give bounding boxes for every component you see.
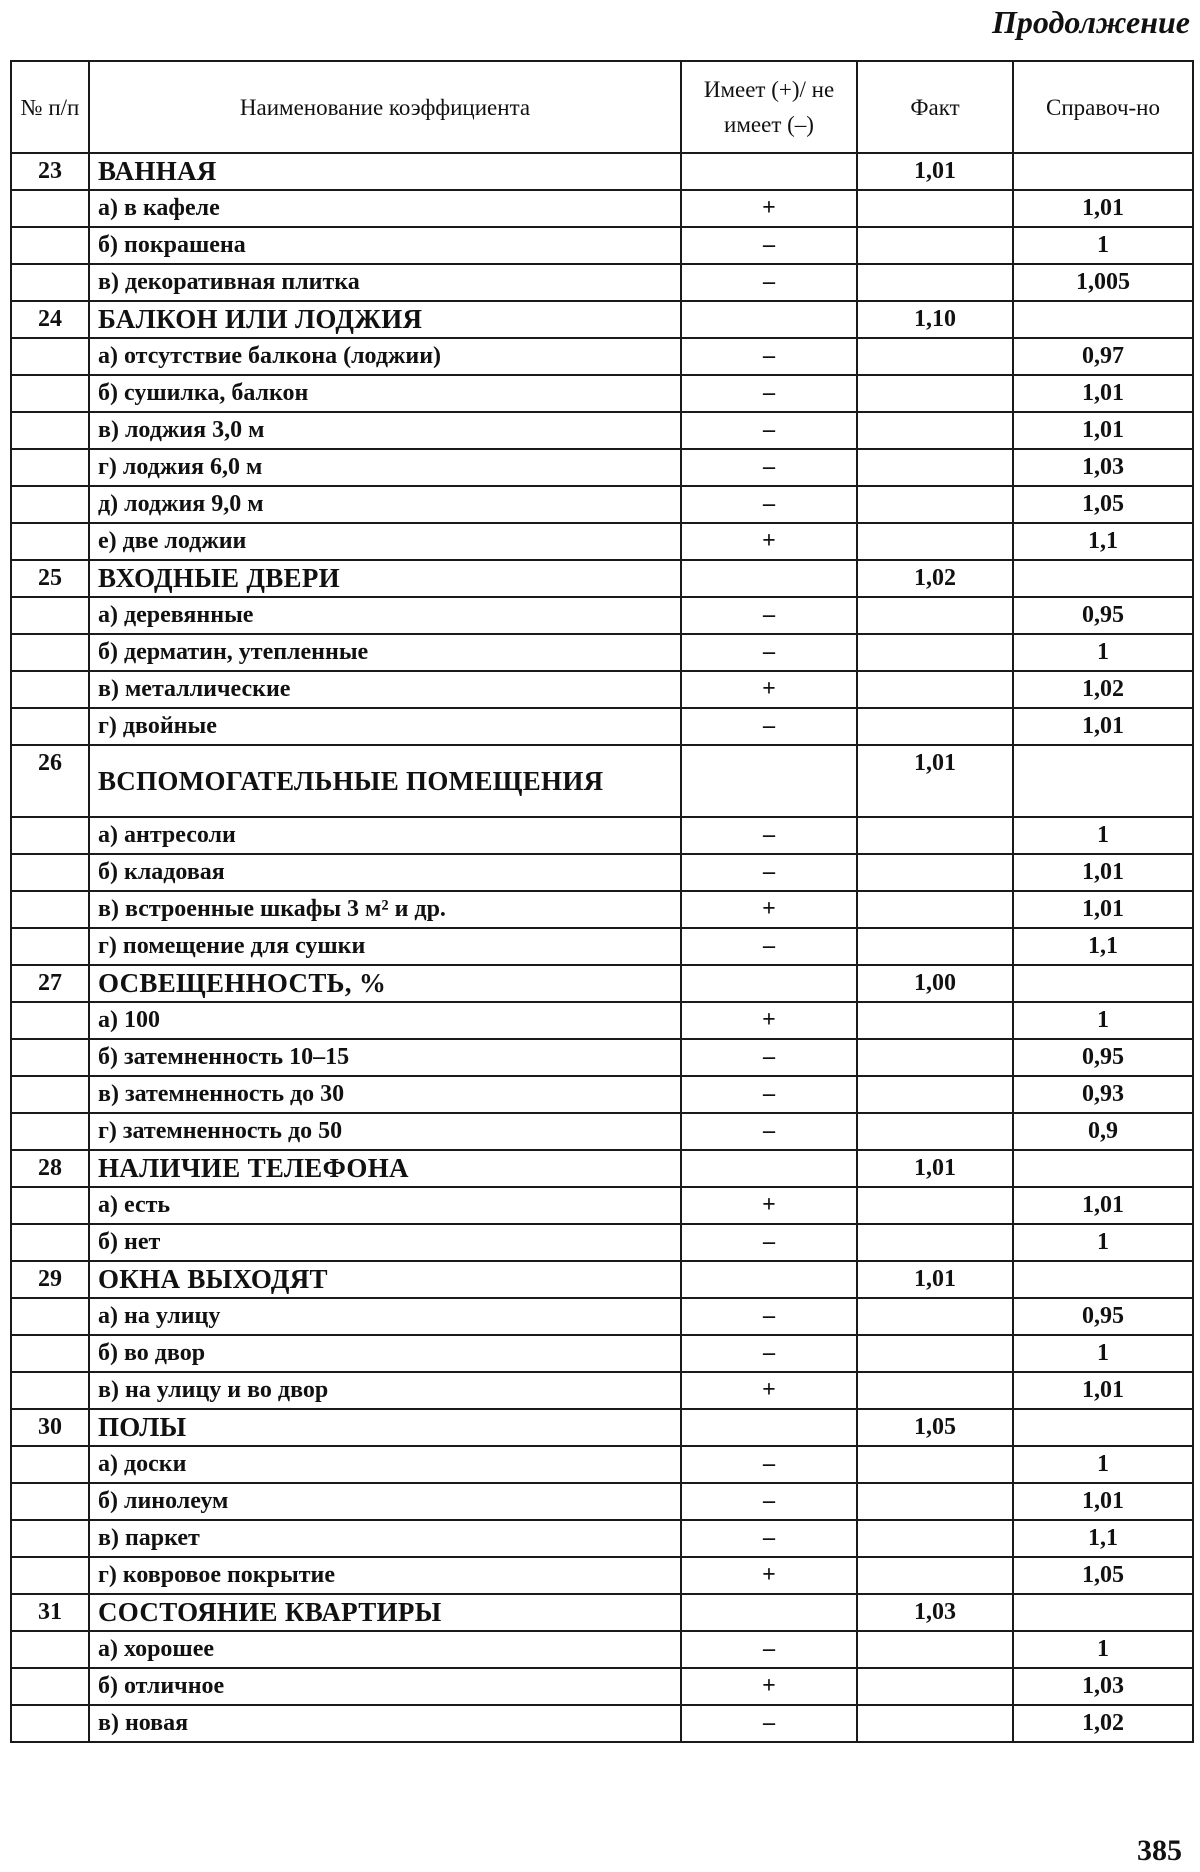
section-ref-cell <box>1013 301 1193 338</box>
table-header-row <box>11 61 1193 153</box>
item-name: а) на улицу <box>89 1298 681 1335</box>
item-name: б) нет <box>89 1224 681 1261</box>
col-header-ref: Справоч-но <box>1013 61 1193 153</box>
item-name: г) двойные <box>89 708 681 745</box>
section-has-cell <box>681 965 857 1002</box>
section-title: ОСВЕЩЕННОСТЬ, % <box>89 965 681 1002</box>
item-number-cell <box>11 190 89 227</box>
section-fact-value: 1,01 <box>857 1261 1013 1298</box>
item-row <box>11 1039 1193 1076</box>
item-has-mark: – <box>681 1483 857 1520</box>
item-fact-cell <box>857 597 1013 634</box>
item-name: а) доски <box>89 1446 681 1483</box>
section-row <box>11 745 1193 817</box>
item-ref-value: 1,1 <box>1013 928 1193 965</box>
item-ref-value: 1,01 <box>1013 891 1193 928</box>
item-fact-cell <box>857 891 1013 928</box>
item-fact-cell <box>857 708 1013 745</box>
item-name: д) лоджия 9,0 м <box>89 486 681 523</box>
item-row <box>11 1483 1193 1520</box>
item-number-cell <box>11 1557 89 1594</box>
section-has-cell <box>681 1409 857 1446</box>
coefficient-table <box>10 60 1194 1743</box>
item-row <box>11 817 1193 854</box>
item-ref-value: 1,1 <box>1013 1520 1193 1557</box>
item-fact-cell <box>857 1631 1013 1668</box>
item-name: в) новая <box>89 1705 681 1742</box>
section-title: БАЛКОН ИЛИ ЛОДЖИЯ <box>89 301 681 338</box>
item-ref-value: 1 <box>1013 1446 1193 1483</box>
item-ref-value: 0,95 <box>1013 1039 1193 1076</box>
item-name: б) отличное <box>89 1668 681 1705</box>
item-number-cell <box>11 1187 89 1224</box>
item-has-mark: – <box>681 1705 857 1742</box>
item-ref-value: 1,02 <box>1013 1705 1193 1742</box>
section-ref-cell <box>1013 560 1193 597</box>
item-number-cell <box>11 1002 89 1039</box>
item-has-mark: – <box>681 817 857 854</box>
item-row <box>11 412 1193 449</box>
col-header-fakt: Факт <box>857 61 1013 153</box>
item-name: г) ковровое покрытие <box>89 1557 681 1594</box>
section-ref-cell <box>1013 745 1193 817</box>
item-has-mark: – <box>681 338 857 375</box>
item-fact-cell <box>857 1557 1013 1594</box>
item-fact-cell <box>857 1483 1013 1520</box>
item-row <box>11 190 1193 227</box>
section-row <box>11 153 1193 190</box>
item-ref-value: 1 <box>1013 817 1193 854</box>
item-row <box>11 338 1193 375</box>
section-number: 24 <box>11 301 89 338</box>
item-name: б) покрашена <box>89 227 681 264</box>
item-ref-value: 1,01 <box>1013 375 1193 412</box>
section-title: СОСТОЯНИЕ КВАРТИРЫ <box>89 1594 681 1631</box>
item-row <box>11 597 1193 634</box>
item-number-cell <box>11 1483 89 1520</box>
item-fact-cell <box>857 1224 1013 1261</box>
item-fact-cell <box>857 1039 1013 1076</box>
item-ref-value: 1 <box>1013 1224 1193 1261</box>
item-row <box>11 227 1193 264</box>
item-ref-value: 1,01 <box>1013 708 1193 745</box>
item-has-mark: – <box>681 264 857 301</box>
item-has-mark: – <box>681 412 857 449</box>
item-has-mark: – <box>681 227 857 264</box>
item-ref-value: 1 <box>1013 1631 1193 1668</box>
item-has-mark: – <box>681 1520 857 1557</box>
item-number-cell <box>11 449 89 486</box>
item-ref-value: 1,05 <box>1013 1557 1193 1594</box>
item-row <box>11 1187 1193 1224</box>
item-ref-value: 1,005 <box>1013 264 1193 301</box>
section-title: ВСПОМОГАТЕЛЬНЫЕ ПОМЕЩЕНИЯ <box>89 745 681 817</box>
section-row <box>11 965 1193 1002</box>
item-number-cell <box>11 634 89 671</box>
section-has-cell <box>681 1594 857 1631</box>
item-name: в) декоративная плитка <box>89 264 681 301</box>
item-fact-cell <box>857 375 1013 412</box>
item-ref-value: 1 <box>1013 227 1193 264</box>
page-number: 385 <box>1137 1834 1182 1867</box>
item-number-cell <box>11 817 89 854</box>
section-number: 23 <box>11 153 89 190</box>
item-number-cell <box>11 891 89 928</box>
item-name: а) деревянные <box>89 597 681 634</box>
item-ref-value: 1,01 <box>1013 1483 1193 1520</box>
item-name: в) затемненность до 30 <box>89 1076 681 1113</box>
item-row <box>11 523 1193 560</box>
item-row <box>11 1446 1193 1483</box>
item-ref-value: 1,01 <box>1013 854 1193 891</box>
item-number-cell <box>11 1372 89 1409</box>
continuation-label: Продолжение <box>992 4 1190 40</box>
item-ref-value: 1,1 <box>1013 523 1193 560</box>
item-fact-cell <box>857 817 1013 854</box>
item-name: г) затемненность до 50 <box>89 1113 681 1150</box>
section-ref-cell <box>1013 153 1193 190</box>
section-row <box>11 1150 1193 1187</box>
item-fact-cell <box>857 264 1013 301</box>
item-number-cell <box>11 1298 89 1335</box>
item-row <box>11 486 1193 523</box>
item-row <box>11 264 1193 301</box>
item-ref-value: 1 <box>1013 1335 1193 1372</box>
item-ref-value: 1,01 <box>1013 1187 1193 1224</box>
item-fact-cell <box>857 412 1013 449</box>
item-row <box>11 1002 1193 1039</box>
item-name: б) во двор <box>89 1335 681 1372</box>
item-has-mark: + <box>681 671 857 708</box>
item-has-mark: – <box>681 1631 857 1668</box>
item-fact-cell <box>857 1298 1013 1335</box>
item-number-cell <box>11 1668 89 1705</box>
item-fact-cell <box>857 1372 1013 1409</box>
item-number-cell <box>11 597 89 634</box>
item-name: а) есть <box>89 1187 681 1224</box>
item-name: б) затемненность 10–15 <box>89 1039 681 1076</box>
item-number-cell <box>11 1520 89 1557</box>
item-name: в) паркет <box>89 1520 681 1557</box>
item-has-mark: – <box>681 928 857 965</box>
item-has-mark: + <box>681 1187 857 1224</box>
item-has-mark: – <box>681 1113 857 1150</box>
section-row <box>11 1594 1193 1631</box>
item-name: а) 100 <box>89 1002 681 1039</box>
item-ref-value: 0,95 <box>1013 597 1193 634</box>
section-fact-value: 1,01 <box>857 153 1013 190</box>
item-ref-value: 1,01 <box>1013 1372 1193 1409</box>
item-fact-cell <box>857 1705 1013 1742</box>
section-has-cell <box>681 560 857 597</box>
item-fact-cell <box>857 486 1013 523</box>
item-row <box>11 634 1193 671</box>
section-ref-cell <box>1013 1150 1193 1187</box>
section-number: 28 <box>11 1150 89 1187</box>
section-row <box>11 1409 1193 1446</box>
section-row <box>11 301 1193 338</box>
item-row <box>11 1335 1193 1372</box>
item-has-mark: + <box>681 1002 857 1039</box>
item-name: б) сушилка, балкон <box>89 375 681 412</box>
item-number-cell <box>11 1224 89 1261</box>
item-number-cell <box>11 708 89 745</box>
table-body <box>11 153 1193 1742</box>
item-fact-cell <box>857 338 1013 375</box>
section-fact-value: 1,01 <box>857 1150 1013 1187</box>
section-row <box>11 1261 1193 1298</box>
item-number-cell <box>11 1039 89 1076</box>
item-fact-cell <box>857 190 1013 227</box>
item-number-cell <box>11 854 89 891</box>
section-number: 30 <box>11 1409 89 1446</box>
section-title: ОКНА ВЫХОДЯТ <box>89 1261 681 1298</box>
item-number-cell <box>11 412 89 449</box>
section-has-cell <box>681 1261 857 1298</box>
section-title: ВХОДНЫЕ ДВЕРИ <box>89 560 681 597</box>
item-has-mark: + <box>681 1557 857 1594</box>
item-number-cell <box>11 1446 89 1483</box>
item-has-mark: – <box>681 1039 857 1076</box>
item-fact-cell <box>857 449 1013 486</box>
item-row <box>11 1520 1193 1557</box>
item-name: в) на улицу и во двор <box>89 1372 681 1409</box>
item-number-cell <box>11 338 89 375</box>
section-number: 26 <box>11 745 89 817</box>
item-name: е) две лоджии <box>89 523 681 560</box>
item-ref-value: 0,9 <box>1013 1113 1193 1150</box>
item-row <box>11 1298 1193 1335</box>
item-name: в) лоджия 3,0 м <box>89 412 681 449</box>
item-has-mark: + <box>681 190 857 227</box>
item-fact-cell <box>857 227 1013 264</box>
item-has-mark: – <box>681 1298 857 1335</box>
item-row <box>11 449 1193 486</box>
item-row <box>11 375 1193 412</box>
item-ref-value: 1 <box>1013 634 1193 671</box>
item-row <box>11 1113 1193 1150</box>
section-ref-cell <box>1013 1409 1193 1446</box>
section-number: 29 <box>11 1261 89 1298</box>
item-fact-cell <box>857 523 1013 560</box>
item-row <box>11 1076 1193 1113</box>
section-fact-value: 1,10 <box>857 301 1013 338</box>
item-ref-value: 1,01 <box>1013 190 1193 227</box>
item-ref-value: 0,97 <box>1013 338 1193 375</box>
item-fact-cell <box>857 1113 1013 1150</box>
item-number-cell <box>11 486 89 523</box>
item-fact-cell <box>857 1187 1013 1224</box>
item-name: г) лоджия 6,0 м <box>89 449 681 486</box>
section-number: 25 <box>11 560 89 597</box>
item-name: г) помещение для сушки <box>89 928 681 965</box>
item-row <box>11 708 1193 745</box>
item-has-mark: – <box>681 1076 857 1113</box>
section-has-cell <box>681 301 857 338</box>
item-name: б) дерматин, утепленные <box>89 634 681 671</box>
item-row <box>11 928 1193 965</box>
item-row <box>11 1224 1193 1261</box>
item-fact-cell <box>857 1335 1013 1372</box>
item-name: а) хорошее <box>89 1631 681 1668</box>
item-row <box>11 1372 1193 1409</box>
section-fact-value: 1,05 <box>857 1409 1013 1446</box>
section-row <box>11 560 1193 597</box>
item-ref-value: 1,02 <box>1013 671 1193 708</box>
item-fact-cell <box>857 1002 1013 1039</box>
item-ref-value: 1,01 <box>1013 412 1193 449</box>
section-title: ПОЛЫ <box>89 1409 681 1446</box>
item-fact-cell <box>857 1520 1013 1557</box>
item-name: в) металлические <box>89 671 681 708</box>
item-has-mark: – <box>681 1224 857 1261</box>
item-has-mark: – <box>681 708 857 745</box>
section-fact-value: 1,00 <box>857 965 1013 1002</box>
col-header-num: № п/п <box>11 61 89 153</box>
item-has-mark: – <box>681 1335 857 1372</box>
item-row <box>11 1631 1193 1668</box>
item-has-mark: – <box>681 375 857 412</box>
item-ref-value: 1 <box>1013 1002 1193 1039</box>
item-has-mark: – <box>681 854 857 891</box>
section-fact-value: 1,01 <box>857 745 1013 817</box>
section-title: ВАННАЯ <box>89 153 681 190</box>
item-fact-cell <box>857 1446 1013 1483</box>
item-number-cell <box>11 1076 89 1113</box>
item-name: а) антресоли <box>89 817 681 854</box>
item-fact-cell <box>857 1076 1013 1113</box>
item-number-cell <box>11 1335 89 1372</box>
section-ref-cell <box>1013 965 1193 1002</box>
section-has-cell <box>681 153 857 190</box>
item-number-cell <box>11 264 89 301</box>
col-header-has: Имеет (+)/ не имеет (–) <box>681 61 857 153</box>
item-has-mark: + <box>681 1372 857 1409</box>
item-number-cell <box>11 928 89 965</box>
item-row <box>11 1705 1193 1742</box>
item-has-mark: + <box>681 891 857 928</box>
section-number: 31 <box>11 1594 89 1631</box>
item-row <box>11 1668 1193 1705</box>
section-ref-cell <box>1013 1594 1193 1631</box>
section-has-cell <box>681 745 857 817</box>
item-fact-cell <box>857 854 1013 891</box>
item-ref-value: 1,05 <box>1013 486 1193 523</box>
item-ref-value: 1,03 <box>1013 449 1193 486</box>
item-fact-cell <box>857 634 1013 671</box>
item-number-cell <box>11 375 89 412</box>
section-fact-value: 1,02 <box>857 560 1013 597</box>
item-name: в) встроенные шкафы 3 м² и др. <box>89 891 681 928</box>
section-fact-value: 1,03 <box>857 1594 1013 1631</box>
col-header-name: Наименование коэффициента <box>89 61 681 153</box>
item-number-cell <box>11 1705 89 1742</box>
item-number-cell <box>11 523 89 560</box>
section-ref-cell <box>1013 1261 1193 1298</box>
item-name: б) линолеум <box>89 1483 681 1520</box>
item-name: а) в кафеле <box>89 190 681 227</box>
item-number-cell <box>11 227 89 264</box>
item-has-mark: – <box>681 634 857 671</box>
item-row <box>11 891 1193 928</box>
item-number-cell <box>11 1631 89 1668</box>
item-fact-cell <box>857 928 1013 965</box>
item-row <box>11 671 1193 708</box>
item-has-mark: – <box>681 597 857 634</box>
item-has-mark: + <box>681 523 857 560</box>
item-has-mark: – <box>681 486 857 523</box>
item-name: б) кладовая <box>89 854 681 891</box>
item-row <box>11 1557 1193 1594</box>
item-has-mark: + <box>681 1668 857 1705</box>
section-number: 27 <box>11 965 89 1002</box>
section-has-cell <box>681 1150 857 1187</box>
item-number-cell <box>11 1113 89 1150</box>
item-ref-value: 0,93 <box>1013 1076 1193 1113</box>
item-name: а) отсутствие балкона (лоджии) <box>89 338 681 375</box>
item-fact-cell <box>857 1668 1013 1705</box>
item-ref-value: 1,03 <box>1013 1668 1193 1705</box>
item-has-mark: – <box>681 1446 857 1483</box>
item-row <box>11 854 1193 891</box>
item-fact-cell <box>857 671 1013 708</box>
item-has-mark: – <box>681 449 857 486</box>
item-ref-value: 0,95 <box>1013 1298 1193 1335</box>
section-title: НАЛИЧИЕ ТЕЛЕФОНА <box>89 1150 681 1187</box>
item-number-cell <box>11 671 89 708</box>
